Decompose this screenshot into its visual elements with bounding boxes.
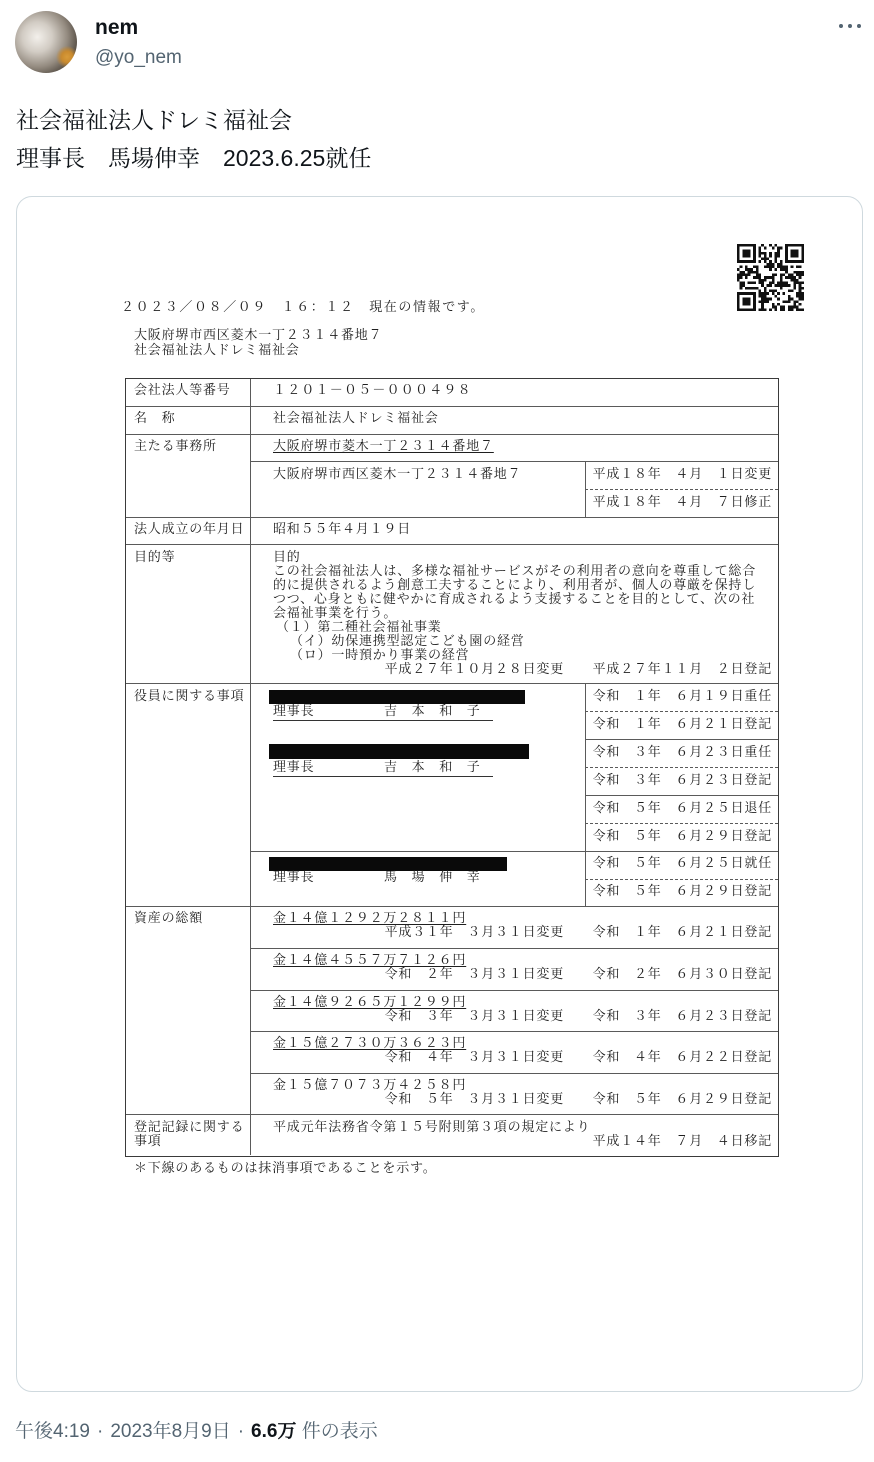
- asset-registered-date: 令和 １年 ６月２１日登記: [592, 924, 772, 940]
- asset-change-date: 令和 ４年 ３月３１日変更: [384, 1049, 564, 1065]
- office-date: 平成１８年 ４月 ７日修正: [592, 494, 772, 510]
- officer-entry: [273, 704, 493, 721]
- table-rule: [585, 823, 778, 824]
- officer-date: 令和 ５年 ６月２５日退任: [592, 800, 772, 816]
- table-rule: [250, 1031, 778, 1032]
- author-name[interactable]: nem: [95, 16, 139, 39]
- officer-name: 吉 本 和 子: [384, 703, 481, 719]
- asset-registered-date: 令和 ４年 ６月２２日登記: [592, 1049, 772, 1065]
- tweet-meta: [15, 1420, 378, 1444]
- table-rule: [126, 1114, 778, 1115]
- table-rule: [126, 544, 778, 545]
- table-rule: [250, 851, 778, 852]
- asset-change-date: 令和 ２年 ３月３１日変更: [384, 966, 564, 982]
- asset-registered-date: 令和 ２年 ６月３０日登記: [592, 966, 772, 982]
- table-rule: [585, 879, 778, 880]
- officer-date: 令和 ５年 ６月２５日就任: [592, 855, 772, 871]
- row-label-established: 法人成立の年月日: [134, 521, 245, 537]
- officer-entry: [273, 870, 493, 886]
- officer-role: 理事長: [273, 869, 315, 885]
- doc-timestamp: ２０２３／０８／０９ １６：１２ 現在の情報です。: [121, 300, 485, 315]
- redaction-bar: [269, 690, 525, 704]
- officer-entry: [273, 760, 493, 777]
- row-label-name: 名 称: [134, 410, 176, 426]
- table-rule: [250, 461, 778, 462]
- asset-change-date: 平成３１年 ３月３１日変更: [384, 924, 564, 940]
- purpose-item: （ロ）一時預かり事業の経営: [290, 647, 470, 663]
- doc-corp-name: 社会福祉法人ドレミ福祉会: [134, 343, 300, 358]
- corp-number-value: １２０１－０５－０００４９８: [273, 382, 472, 398]
- tweet-date[interactable]: 2023年8月9日: [110, 1421, 231, 1442]
- asset-amount: 金１４億１２９２万２８１１円: [273, 910, 467, 926]
- table-rule: [250, 990, 778, 991]
- asset-amount: 金１４億４５５７万７１２６円: [273, 952, 467, 968]
- officer-role: 理事長: [273, 703, 315, 719]
- row-label-purpose: 目的等: [134, 549, 176, 565]
- officer-date: 令和 １年 ６月２１日登記: [592, 716, 772, 732]
- table-rule: [126, 517, 778, 518]
- asset-change-date: 令和 ３年 ３月３１日変更: [384, 1008, 564, 1024]
- tweet-text-line-1: 社会福祉法人ドレミ福祉会: [16, 107, 292, 133]
- purpose-line: 的に提供されるよう創意工夫することにより、利用者が、個人の尊厳を保持し: [273, 577, 757, 593]
- table-rule: [585, 767, 778, 768]
- office-date: 平成１８年 ４月 １日変更: [592, 466, 772, 482]
- row-label-corp-number: 会社法人等番号: [134, 382, 231, 398]
- purpose-item: （１）第二種社会福祉事業: [276, 619, 442, 635]
- table-rule: [126, 434, 778, 435]
- asset-registered-date: 令和 ３年 ６月２３日登記: [592, 1008, 772, 1024]
- table-rule: [585, 711, 778, 712]
- doc-address: 大阪府堺市西区菱木一丁２３１４番地７: [134, 328, 383, 343]
- author-handle[interactable]: @yo_nem: [95, 47, 182, 68]
- office-value: 大阪府堺市西区菱木一丁２３１４番地７: [273, 466, 522, 482]
- tweet-time[interactable]: 午後4:19: [15, 1421, 90, 1442]
- asset-amount: 金１５億７０７３万４２５８円: [273, 1077, 467, 1093]
- asset-registered-date: 令和 ５年 ６月２９日登記: [592, 1091, 772, 1107]
- table-rule: [250, 1073, 778, 1074]
- table-rule: [585, 739, 778, 740]
- table-rule: [126, 683, 778, 684]
- officer-name: 馬 場 伸 幸: [384, 869, 481, 885]
- table-rule: [126, 406, 778, 407]
- officer-role: 理事長: [273, 759, 315, 775]
- row-label-officers: 役員に関する事項: [134, 688, 245, 704]
- officer-date: 令和 ５年 ６月２９日登記: [592, 828, 772, 844]
- meta-separator: ·: [96, 1421, 104, 1442]
- media-image[interactable]: [16, 196, 863, 1392]
- purpose-line: この社会福祉法人は、多様な福祉サービスがその利用者の意向を尊重して総合: [273, 563, 757, 579]
- row-label-assets: 資産の総額: [134, 910, 204, 926]
- meta-separator: ·: [237, 1421, 245, 1442]
- officer-date: 令和 ３年 ６月２３日重任: [592, 744, 772, 760]
- established-value: 昭和５５年４月１９日: [273, 521, 412, 537]
- officer-date: 令和 ５年 ６月２９日登記: [592, 883, 772, 899]
- table-rule: [585, 489, 778, 490]
- table-rule: [250, 379, 251, 1155]
- registry-table: [125, 378, 779, 1157]
- redaction-bar: [269, 857, 507, 871]
- purpose-change-date: 平成２７年１０月２８日変更: [384, 661, 564, 677]
- purpose-item: （イ）幼保連携型認定こども園の経営: [290, 633, 525, 649]
- purpose-registered-date: 平成２７年１１月 ２日登記: [592, 661, 772, 677]
- record-date: 平成１４年 ７月 ４日移記: [592, 1133, 772, 1149]
- row-label-record-cont: 事項: [134, 1133, 162, 1149]
- record-value: 平成元年法務省令第１５号附則第３項の規定により: [273, 1119, 591, 1135]
- table-rule: [585, 795, 778, 796]
- table-rule: [126, 906, 778, 907]
- asset-change-date: 令和 ５年 ３月３１日変更: [384, 1091, 564, 1107]
- views-count: 6.6万: [251, 1421, 297, 1442]
- more-icon[interactable]: [837, 24, 863, 32]
- qr-code: [737, 244, 804, 311]
- views-label: 件の表示: [301, 1421, 378, 1442]
- officer-date: 令和 ３年 ６月２３日登記: [592, 772, 772, 788]
- tweet-text-line-2: 理事長 馬場伸幸 2023.6.25就任: [16, 145, 372, 171]
- table-rule: [250, 948, 778, 949]
- officer-date: 令和 １年 ６月１９日重任: [592, 688, 772, 704]
- name-value: 社会福祉法人ドレミ福祉会: [273, 410, 439, 426]
- doc-footnote: ＊下線のあるものは抹消事項であることを示す。: [134, 1161, 437, 1176]
- purpose-line: 会福祉事業を行う。: [273, 605, 398, 621]
- redaction-bar: [269, 744, 529, 759]
- purpose-line: つつ、心身ともに健やかに育成されるよう支援することを目的として、次の社: [273, 591, 756, 607]
- asset-amount: 金１５億２７３０万３６２３円: [273, 1035, 467, 1051]
- row-label-record: 登記記録に関する: [134, 1119, 245, 1135]
- avatar[interactable]: [15, 11, 77, 73]
- asset-amount: 金１４億９２６５万１２９９円: [273, 994, 467, 1010]
- officer-name: 吉 本 和 子: [384, 759, 481, 775]
- purpose-heading: 目的: [273, 549, 301, 565]
- row-label-office: 主たる事務所: [134, 438, 217, 454]
- office-old-value: 大阪府堺市菱木一丁２３１４番地７: [273, 438, 494, 454]
